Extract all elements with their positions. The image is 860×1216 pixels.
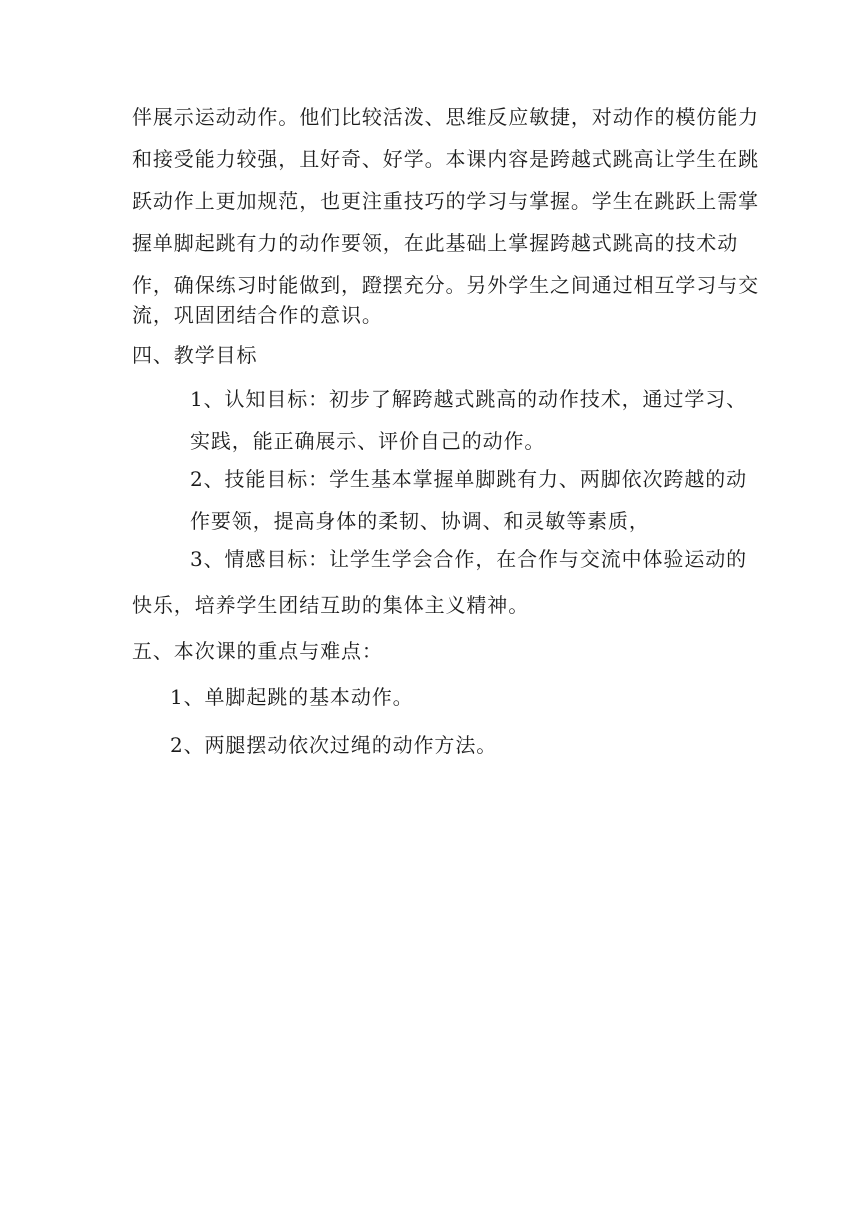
intro-line-3: 跃动作上更加规范，也更注重技巧的学习与掌握。学生在跳跃上需掌 (132, 189, 759, 213)
section-heading-objectives: 四、教学目标 (132, 343, 258, 367)
key-point-1: 1、单脚起跳的基本动作。 (170, 685, 414, 709)
objective-1-line-2: 实践，能正确展示、评价自己的动作。 (190, 429, 546, 453)
objective-1-line-1: 1、认知目标：初步了解跨越式跳高的动作技术，通过学习、 (190, 387, 748, 411)
key-point-2: 2、两腿摆动依次过绳的动作方法。 (170, 733, 498, 757)
section-heading-key-points: 五、本次课的重点与难点： (132, 639, 383, 663)
intro-line-6: 流，巩固团结合作的意识。 (132, 303, 383, 327)
objective-2-line-1: 2、技能目标：学生基本掌握单脚跳有力、两脚依次跨越的动 (190, 467, 748, 491)
objective-3-line-2: 快乐，培养学生团结互助的集体主义精神。 (132, 593, 530, 617)
intro-line-2: 和接受能力较强，且好奇、好学。本课内容是跨越式跳高让学生在跳 (132, 147, 759, 171)
intro-line-1: 伴展示运动动作。他们比较活泼、思维反应敏捷，对动作的模仿能力 (132, 105, 759, 129)
intro-line-4: 握单脚起跳有力的动作要领，在此基础上掌握跨越式跳高的技术动 (132, 231, 739, 255)
objective-2-line-2: 作要领，提高身体的柔韧、协调、和灵敏等素质， (190, 509, 650, 533)
objective-3-line-1: 3、情感目标：让学生学会合作，在合作与交流中体验运动的 (190, 547, 748, 571)
intro-line-5: 作，确保练习时能做到，蹬摆充分。另外学生之间通过相互学习与交 (132, 273, 759, 297)
